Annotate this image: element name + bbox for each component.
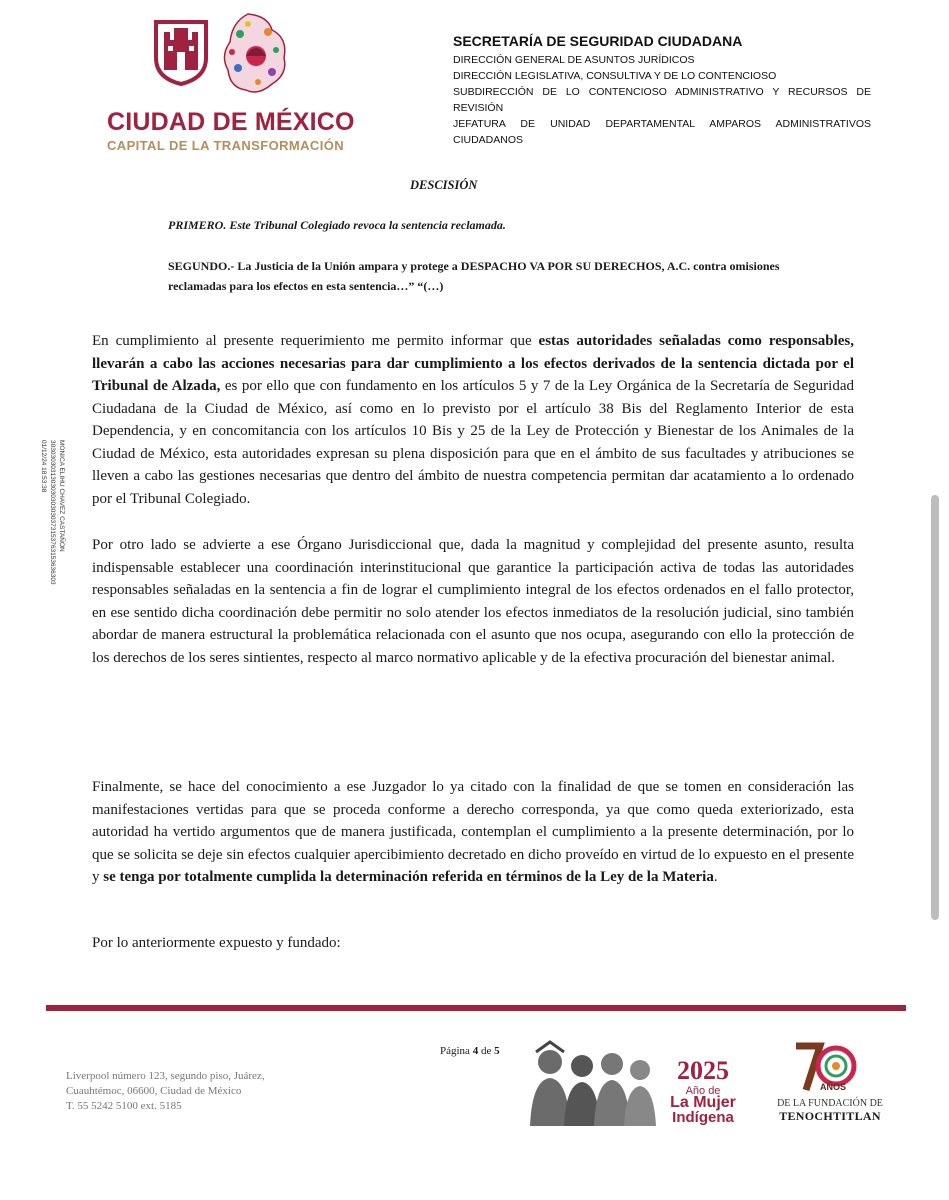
year-label: La Mujer <box>670 1094 736 1111</box>
year-label: Indígena <box>672 1109 734 1126</box>
p3-bold: se tenga por totalmente cumplida la determinación referida en términos de la Ley de la Materia <box>103 869 714 885</box>
body-paragraph-4: Por lo anteriormente expuesto y fundado: <box>92 935 341 951</box>
letterhead-line: JEFATURA DE UNIDAD DEPARTAMENTAL AMPAROS ADMINISTRATIVOS CIUDADANOS <box>453 118 871 146</box>
p1-bold: estas autoridades señaladas como responsables, llevarán a cabo las acciones necesarias para dar cumplimiento a los efectos derivados de la sentencia dictada por el Tribunal de Alzada, <box>92 333 854 394</box>
letterhead-line: DIRECCIÓN GENERAL DE ASUNTOS JURÍDICOS <box>453 54 695 66</box>
footer-rule <box>46 1005 906 1011</box>
letterhead <box>453 33 871 148</box>
body-paragraph-3 <box>92 776 854 889</box>
foundation-label: DE LA FUNDACIÓN DE <box>777 1098 883 1109</box>
address-line: Cuauhtémoc, 06600, Ciudad de México <box>66 1085 242 1097</box>
logo-city-name: CIUDAD DE MÉXICO <box>107 108 355 136</box>
scrollbar-thumb[interactable] <box>931 495 939 920</box>
cdmx-map-logo <box>218 10 292 98</box>
body-paragraph-2: Por otro lado se advierte a ese Órgano Jurisdiccional que, dada la magnitud y complejidad del presente asunto, resulta indispensable establecer una coordinación interinstitucional que garantice la participación activa de todas las autoridades responsables señaladas en la sentencia a fin de lograr el cumplimiento integral de los efectos ordenados en el fallo protector, en ese sentido dicha coordinación debe permitir no solo atender los efectos inmediatos de la resolución judicial, sino también abordar de manera estructural la problemática relacionada con el asunto que nos ocupa, asegurando con ello la protección de los derechos de los seres sintientes, respecto al marco normativo aplicable y de la efectiva procuración del bienestar animal. <box>92 537 854 666</box>
p3-text-a: Finalmente, se hace del conocimiento a ese Juzgador lo ya citado con la finalidad de que se tomen en consideración las manifestaciones vertidas para que se proceda conforme a derecho corresponda, ya que como queda exteriorizado, esta autoridad ha vertido argumentos que de manera justificada, contemplan el cumplimiento a la presente determinación, por lo que se solicita se deje sin efectos cualquier apercibimiento decretado en dicho proveído en virtud de lo expuesto en el presente y <box>92 779 854 885</box>
seventy-years-label: AÑOS <box>820 1082 847 1092</box>
stamp-line: 3030303031303030303030373153763153636303 <box>49 440 56 585</box>
body-paragraph-1 <box>92 330 854 510</box>
page-total: 5 <box>494 1045 500 1057</box>
letterhead-line: SUBDIRECCIÓN DE LO CONTENCIOSO ADMINISTRATIVO Y RECURSOS DE REVISIÓN <box>453 86 871 114</box>
page-number <box>440 1045 500 1057</box>
logo-tagline: CAPITAL DE LA TRANSFORMACIÓN <box>107 138 345 153</box>
page-current: 4 <box>472 1045 479 1057</box>
stamp-line: 01/12/24 18:53:38 <box>40 440 47 493</box>
letterhead-line: DIRECCIÓN LEGISLATIVA, CONSULTIVA Y DE LO CONTENCIOSO <box>453 70 777 82</box>
indigenous-women-illustration <box>520 1040 660 1126</box>
decision-first-point: PRIMERO. Este Tribunal Colegiado revoca la sentencia reclamada. <box>168 218 506 232</box>
stamp-line: MONICA ELIHU CHAVEZ CASTAÑON <box>58 440 65 552</box>
foundation-name: TENOCHTITLAN <box>779 1109 881 1123</box>
page-prefix: Página <box>440 1045 473 1057</box>
footer-address <box>66 1069 265 1114</box>
year-number: 2025 <box>677 1056 729 1085</box>
decision-second-point: SEGUNDO.- La Justicia de la Unión ampara y protege a DESPACHO VA POR SU DERECHOS, A.C. contra omisiones reclamadas para los efectos en esta sentencia…” “(…) <box>168 259 780 293</box>
letterhead-title: SECRETARÍA DE SEGURIDAD CIUDADANA <box>453 33 743 49</box>
p3-text-c: . <box>713 869 718 885</box>
page-mid: de <box>478 1045 495 1057</box>
p1-text-c: es por ello que con fundamento en los artículos 5 y 7 de la Ley Orgánica de la Secretaría de Seguridad Ciudadana de la Ciudad de México, así como en lo previsto por el artículo 38 Bis del Reglamento Interior de esta Dependencia, y en concomitancia con los artículos 10 Bis y 25 de la Ley de Protección y Bienestar de los Animales de la Ciudad de México, esta autoridades expresan su plena disposición para que en el ámbito de sus facultades y atribuciones se lleven a cabo las gestiones necesarias que dentro del ámbito de nuestra competencia permitan dar acatamiento a lo ordenado por el Tribunal Colegiado. <box>92 378 854 507</box>
p1-text-a: En cumplimiento al presente requerimiento me permito informar que <box>92 333 539 349</box>
address-line: T. 55 5242 5100 ext. 5185 <box>66 1100 182 1112</box>
e-signature-stamp <box>36 440 66 590</box>
year-label: Año de <box>685 1085 721 1097</box>
decision-title: DESCISIÓN <box>410 178 478 192</box>
cdmx-shield-logo <box>152 18 210 86</box>
address-line: Liverpool número 123, segundo piso, Juárez, <box>66 1070 265 1082</box>
